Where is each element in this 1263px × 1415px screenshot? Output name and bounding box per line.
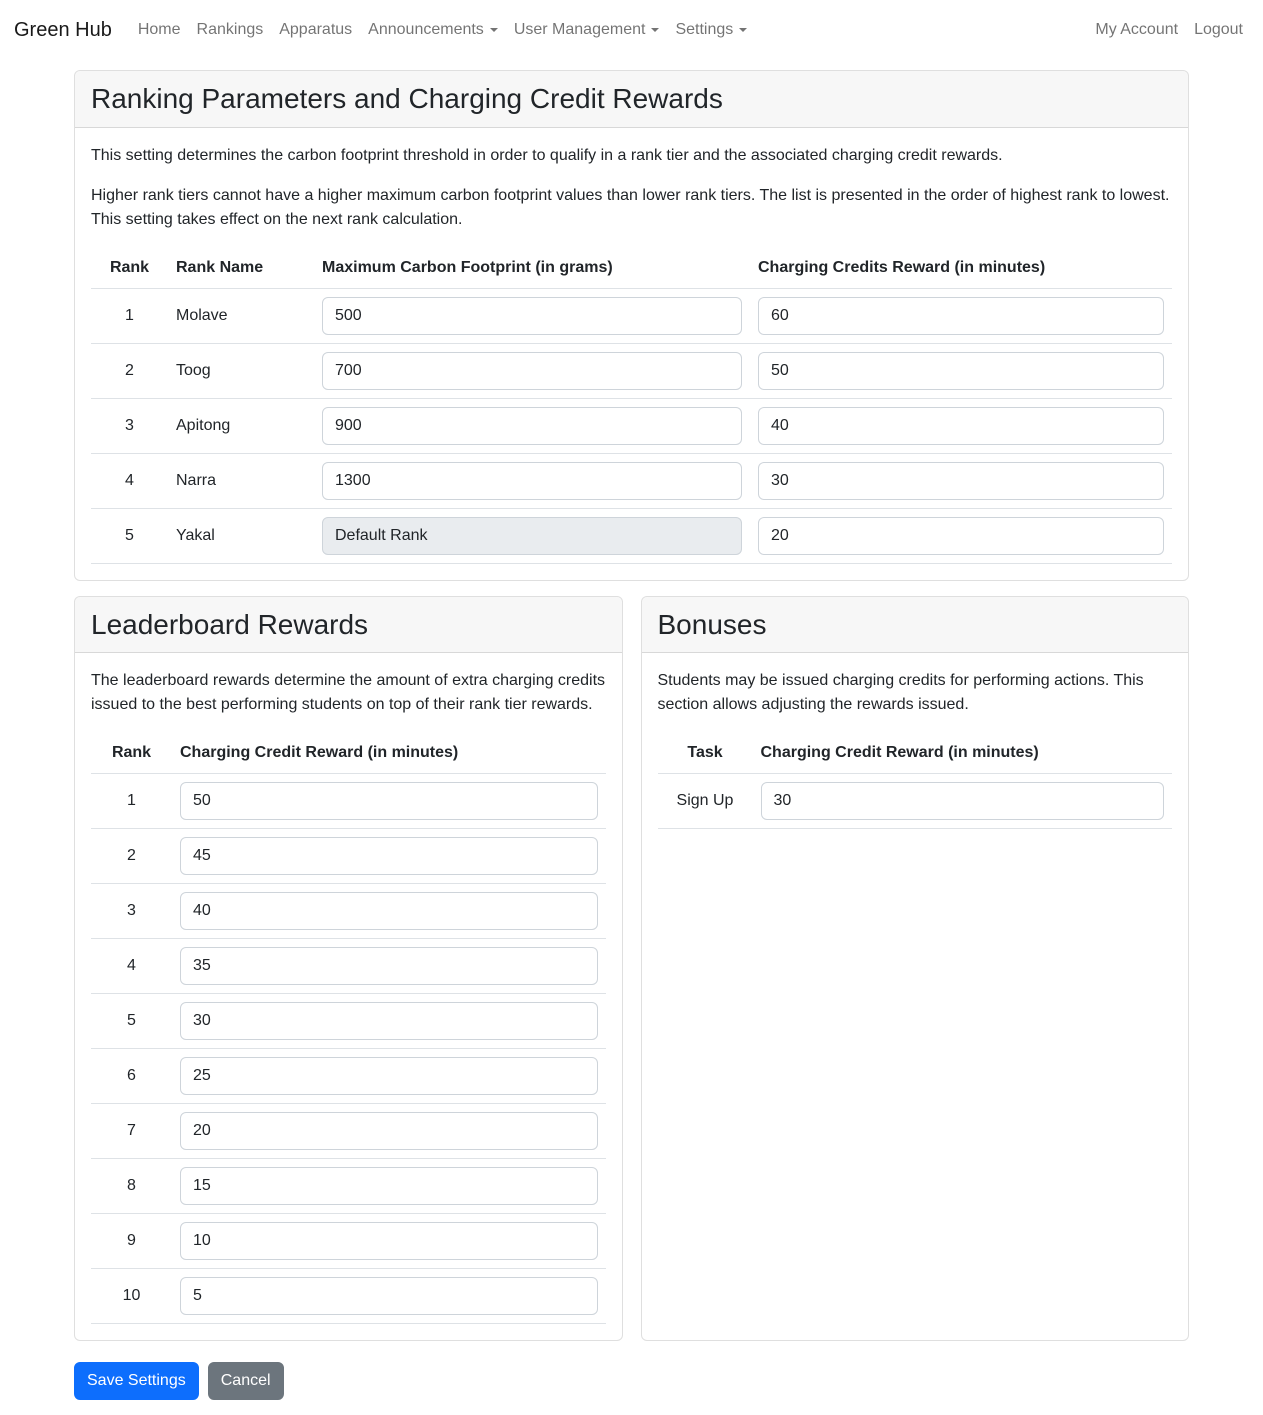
bonuses-card — [641, 596, 1190, 1342]
reward-input-molave[interactable] — [758, 297, 1164, 335]
nav-announcements-dropdown[interactable] — [360, 13, 506, 47]
navbar — [0, 0, 1263, 60]
ranking-table — [91, 248, 1172, 564]
ranking-parameters-card-header — [75, 71, 1188, 128]
rank-cell: 3 — [91, 398, 168, 453]
table-row — [91, 343, 1172, 398]
save-settings-button[interactable]: Save Settings — [74, 1362, 199, 1400]
table-row — [91, 1269, 606, 1324]
rank-cell: 6 — [91, 1049, 172, 1104]
leaderboard-rewards-card-body — [75, 653, 622, 1340]
navbar-left — [14, 13, 755, 47]
reward-input-narra[interactable] — [758, 462, 1164, 500]
nav-announcements-label: Announcements — [368, 21, 484, 38]
ranking-description-2: Higher rank tiers cannot have a higher maximum carbon footprint values than lower rank tiers. The list is presented in the order of highest rank to lowest. This setting takes effect on the next rank calculation. — [91, 186, 1170, 228]
table-row — [91, 939, 606, 994]
rank-cell: 8 — [91, 1159, 172, 1214]
bonuses-title: Bonuses — [657, 608, 767, 640]
ranking-parameters-card — [74, 70, 1189, 581]
table-row — [91, 1049, 606, 1104]
table-row — [91, 508, 1172, 563]
rank-cell: 7 — [91, 1104, 172, 1159]
column-header-charging-credit-reward: Charging Credit Reward (in minutes) — [753, 733, 1173, 774]
rank-name-cell: Toog — [168, 343, 314, 398]
table-row — [91, 1104, 606, 1159]
footprint-input-toog[interactable] — [322, 352, 742, 390]
footprint-input-molave[interactable] — [322, 297, 742, 335]
form-actions — [74, 1362, 1189, 1400]
leaderboard-rewards-card-header — [75, 597, 622, 654]
rank-name-cell: Narra — [168, 453, 314, 508]
nav-apparatus[interactable]: Apparatus — [279, 21, 353, 38]
table-row — [658, 774, 1173, 829]
leaderboard-reward-input-6[interactable] — [180, 1057, 598, 1095]
table-row — [91, 829, 606, 884]
rank-cell: 9 — [91, 1214, 172, 1269]
leaderboard-description: The leaderboard rewards determine the amount of extra charging credits issued to the best performing students on top of their rank tier rewards. — [91, 672, 606, 714]
table-row — [91, 994, 606, 1049]
column-header-task: Task — [658, 733, 753, 774]
brand-green-hub[interactable]: Green Hub — [14, 18, 112, 41]
bonuses-table — [658, 733, 1173, 829]
rank-cell: 5 — [91, 994, 172, 1049]
ranking-description-1: This setting determines the carbon footprint threshold in order to qualify in a rank tier and the associated charging credit rewards. — [91, 146, 1003, 164]
footprint-input-narra[interactable] — [322, 462, 742, 500]
reward-input-toog[interactable] — [758, 352, 1164, 390]
reward-input-yakal[interactable] — [758, 517, 1164, 555]
rank-cell: 1 — [91, 288, 168, 343]
column-header-rank: Rank — [91, 733, 172, 774]
table-row — [91, 884, 606, 939]
task-cell: Sign Up — [658, 774, 753, 829]
table-row — [91, 1159, 606, 1214]
column-header-charging-credits-reward: Charging Credits Reward (in minutes) — [750, 248, 1172, 289]
ranking-parameters-card-body — [75, 128, 1188, 580]
column-header-charging-credit-reward: Charging Credit Reward (in minutes) — [172, 733, 606, 774]
chevron-down-icon — [490, 28, 498, 32]
rank-cell: 2 — [91, 829, 172, 884]
column-header-max-carbon-footprint: Maximum Carbon Footprint (in grams) — [314, 248, 750, 289]
chevron-down-icon — [651, 28, 659, 32]
rank-cell: 1 — [91, 774, 172, 829]
leaderboard-rewards-title: Leaderboard Rewards — [91, 608, 369, 640]
column-header-rank-name: Rank Name — [168, 248, 314, 289]
main-content — [74, 70, 1189, 1400]
leaderboard-table-header-row — [91, 733, 606, 774]
table-row — [91, 453, 1172, 508]
table-row — [91, 288, 1172, 343]
chevron-down-icon — [739, 28, 747, 32]
nav-user-management-label: User Management — [513, 21, 646, 38]
rank-name-cell: Molave — [168, 288, 314, 343]
ranking-table-header-row — [91, 248, 1172, 289]
ranking-parameters-title: Ranking Parameters and Charging Credit Rewards — [91, 83, 723, 114]
nav-rankings[interactable]: Rankings — [196, 21, 264, 38]
rank-name-cell: Apitong — [168, 398, 314, 453]
table-row — [91, 1214, 606, 1269]
leaderboard-reward-input-7[interactable] — [180, 1112, 598, 1150]
nav-settings-dropdown[interactable] — [667, 13, 755, 47]
nav-settings-label: Settings — [675, 21, 734, 38]
bonuses-table-header-row — [658, 733, 1173, 774]
table-row — [91, 774, 606, 829]
rank-cell: 4 — [91, 453, 168, 508]
column-header-rank: Rank — [91, 248, 168, 289]
nav-user-management-dropdown[interactable] — [506, 13, 668, 47]
signup-bonus-input[interactable] — [761, 782, 1165, 820]
reward-input-apitong[interactable] — [758, 407, 1164, 445]
rank-name-cell: Yakal — [168, 508, 314, 563]
leaderboard-reward-input-1[interactable] — [180, 782, 598, 820]
cancel-button[interactable]: Cancel — [208, 1362, 284, 1400]
leaderboard-reward-input-8[interactable] — [180, 1167, 598, 1205]
table-row — [91, 398, 1172, 453]
leaderboard-rewards-card — [74, 596, 623, 1342]
rank-cell: 10 — [91, 1269, 172, 1324]
rank-cell: 4 — [91, 939, 172, 994]
footprint-input-yakal-default-rank — [322, 517, 742, 555]
nav-home[interactable]: Home — [137, 21, 181, 38]
footprint-input-apitong[interactable] — [322, 407, 742, 445]
leaderboard-reward-input-4[interactable] — [180, 947, 598, 985]
nav-my-account[interactable]: My Account — [1095, 21, 1179, 38]
navbar-right — [1087, 13, 1251, 47]
nav-logout[interactable]: Logout — [1194, 21, 1243, 38]
rank-cell: 2 — [91, 343, 168, 398]
bonuses-description: Students may be issued charging credits for performing actions. This section allows adjusting the rewards issued. — [657, 672, 1144, 714]
leaderboard-table — [91, 733, 606, 1324]
leaderboard-reward-input-10[interactable] — [180, 1277, 598, 1315]
bonuses-card-header — [642, 597, 1189, 654]
rank-cell: 5 — [91, 508, 168, 563]
rank-cell: 3 — [91, 884, 172, 939]
leaderboard-reward-input-5[interactable] — [180, 1002, 598, 1040]
leaderboard-reward-input-2[interactable] — [180, 837, 598, 875]
two-column-row — [74, 596, 1189, 1342]
leaderboard-reward-input-9[interactable] — [180, 1222, 598, 1260]
bonuses-card-body — [642, 653, 1189, 1340]
leaderboard-reward-input-3[interactable] — [180, 892, 598, 930]
